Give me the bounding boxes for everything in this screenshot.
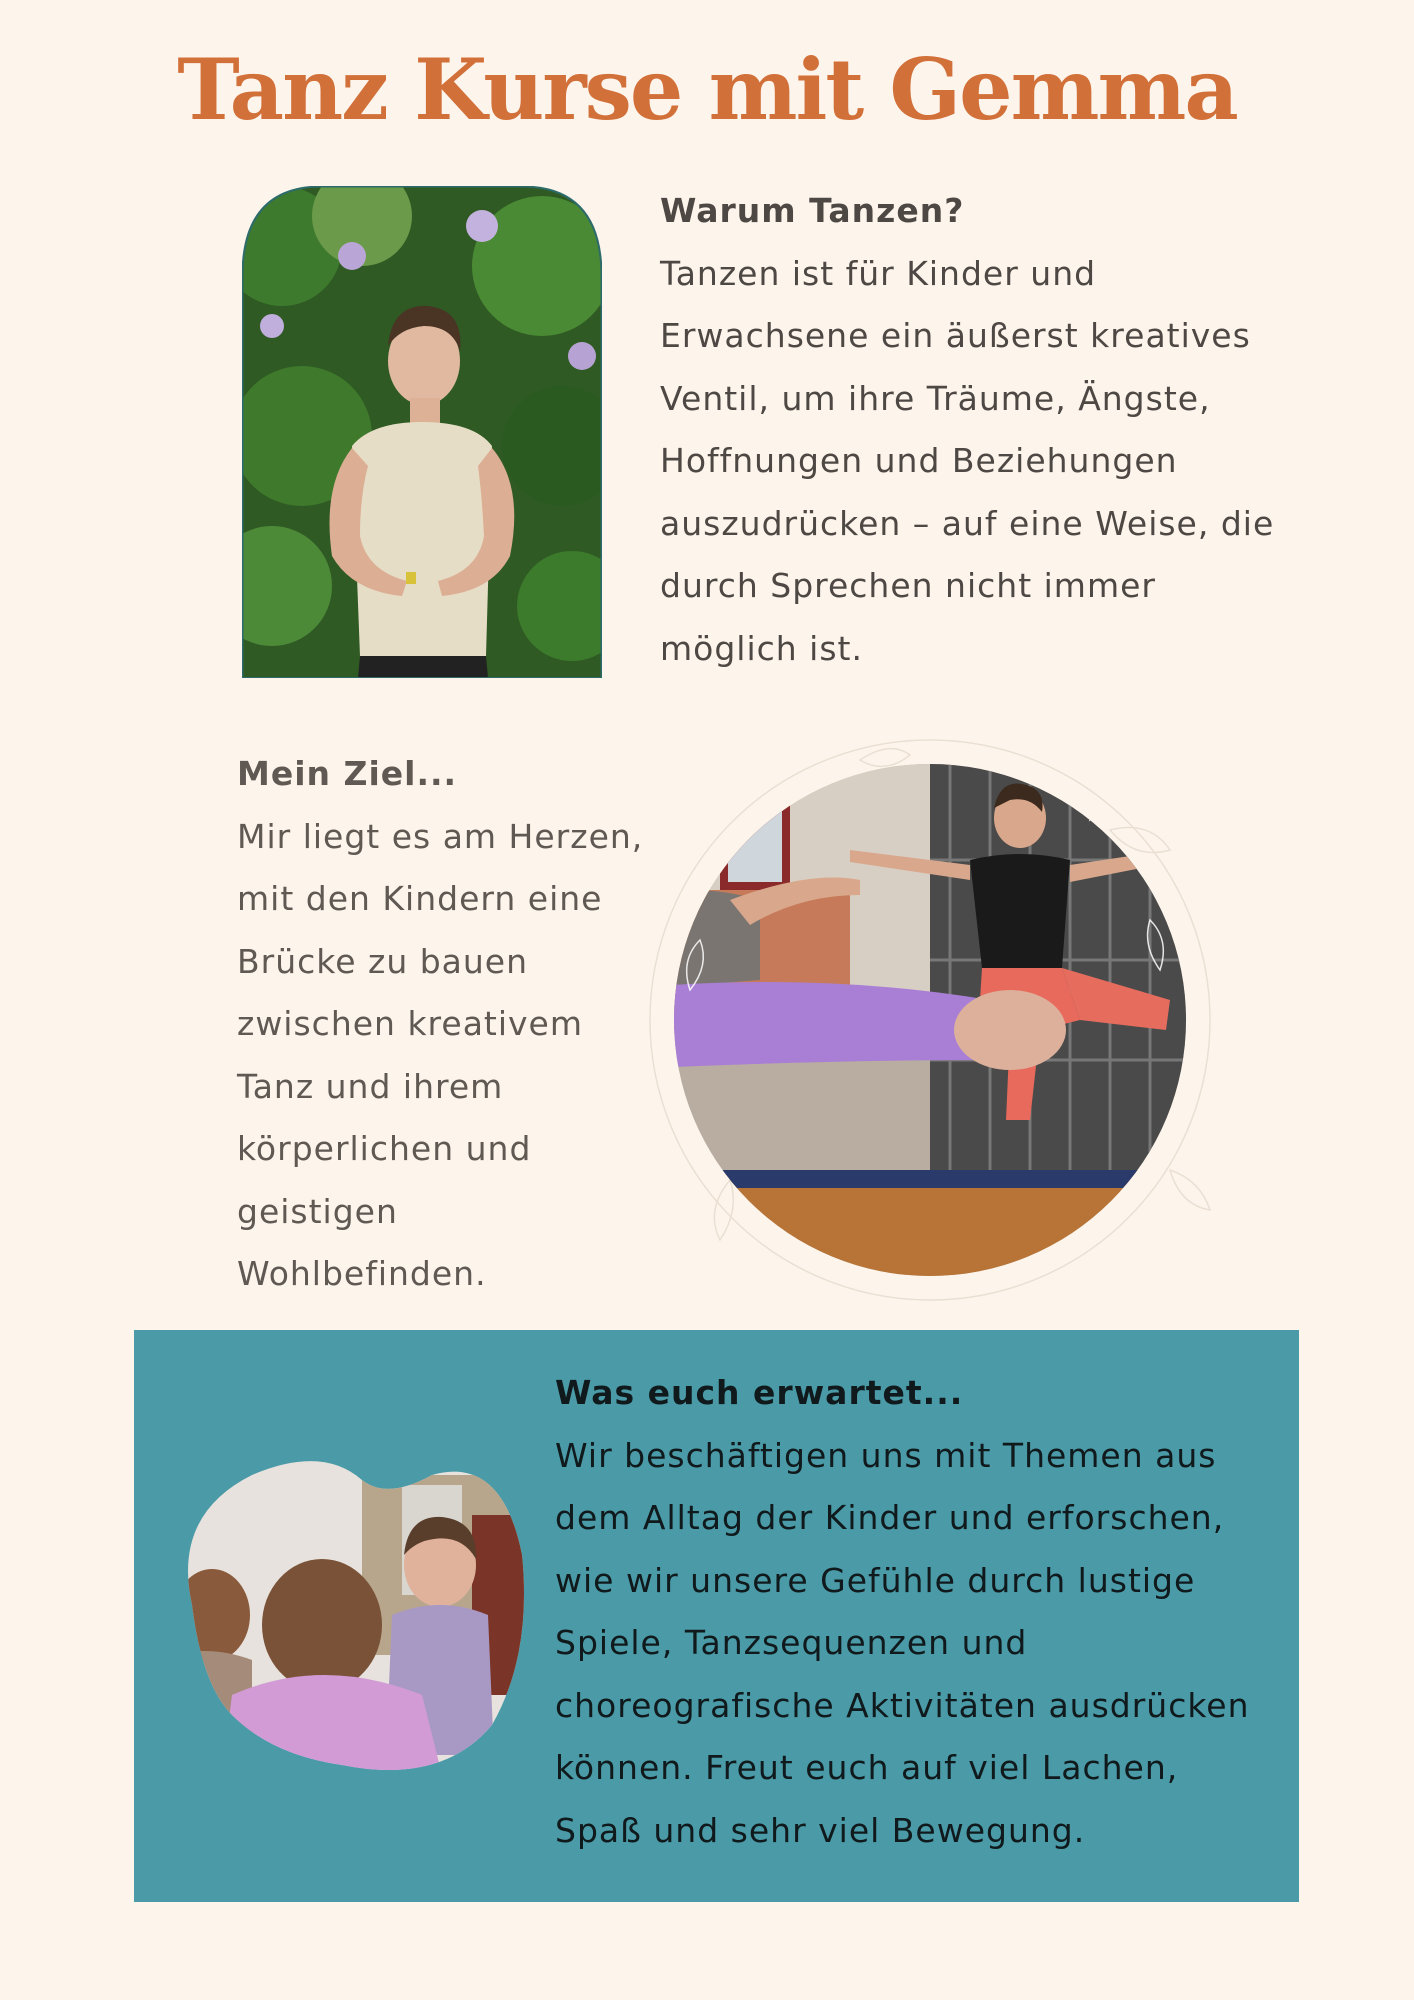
why-dance-heading: Warum Tanzen? bbox=[660, 191, 965, 230]
why-dance-section bbox=[660, 180, 1300, 680]
expectations-heading: Was euch erwartet... bbox=[555, 1373, 964, 1412]
page-title: Tanz Kurse mit Gemma bbox=[177, 40, 1237, 139]
portrait-photo bbox=[242, 186, 602, 678]
goal-text: Mir liegt es am Herzen, mit den Kindern eine Brücke zu bauen zwischen kreativem Tanz und ihrem körperlichen und geistigen Wohlbefinden. bbox=[237, 816, 644, 1293]
dance-class-photo bbox=[610, 700, 1250, 1340]
expectations-text: Wir beschäftigen uns mit Themen aus dem Alltag der Kinder und erforschen, wie wir unsere Gefühle durch lustige Spiele, Tanzsequenzen und choreografische Aktivitäten ausdrücken können. Freut euch auf viel Lachen, Spaß und sehr viel Bewegung. bbox=[555, 1435, 1250, 1850]
goal-section bbox=[237, 743, 657, 1306]
children-group-photo bbox=[172, 1455, 527, 1775]
why-dance-text: Tanzen ist für Kinder und Erwachsene ein äußerst kreatives Ventil, um ihre Träume, Ängste, Hoffnungen und Beziehungen auszudrücken – auf eine Weise, die durch Sprechen nicht immer möglich ist. bbox=[660, 253, 1275, 668]
goal-heading: Mein Ziel... bbox=[237, 754, 458, 793]
expectations-section bbox=[555, 1362, 1275, 1862]
